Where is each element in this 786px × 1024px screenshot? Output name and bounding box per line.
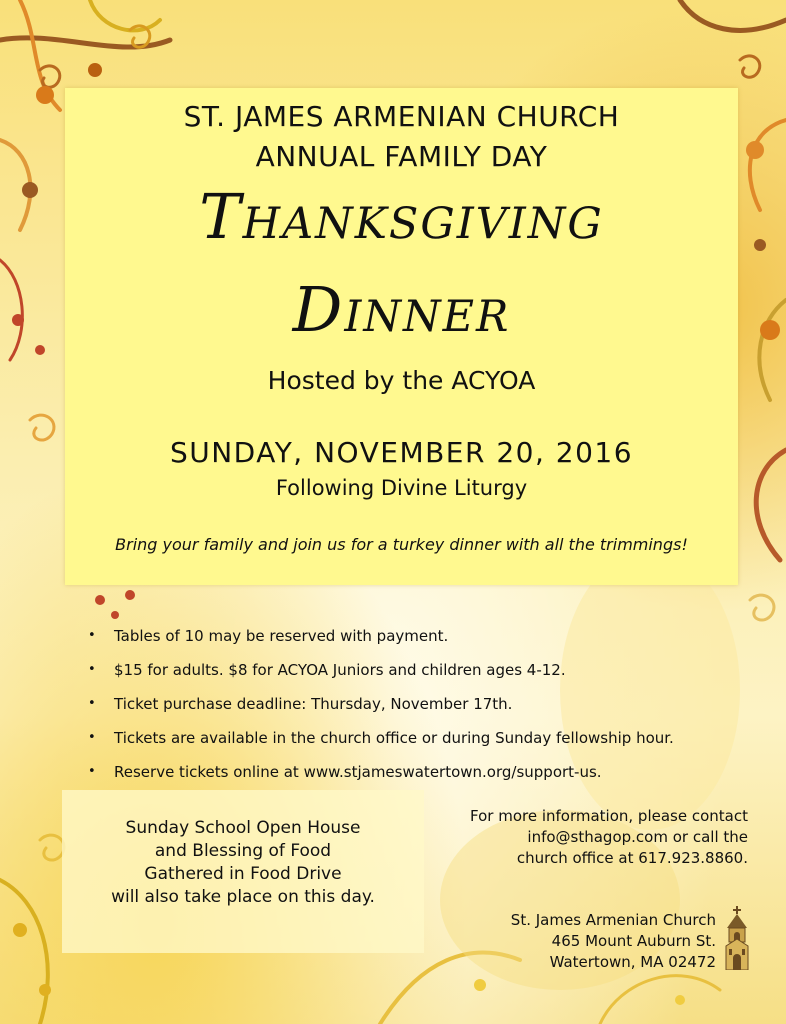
- list-item-text: Reserve tickets online at www.stjameswatertown.org/support-us.: [114, 763, 602, 781]
- ticket-details-list: [88, 626, 728, 796]
- host-line: Hosted by the ACYOA: [267, 366, 536, 395]
- contact-line: For more information, please contact: [470, 807, 748, 825]
- address-line: Watertown, MA 02472: [549, 953, 716, 971]
- list-item: [88, 728, 728, 756]
- list-item-text: Tickets are available in the church office or during Sunday fellowship hour.: [114, 729, 674, 747]
- additional-events-text: [62, 817, 424, 909]
- list-item: [88, 626, 728, 654]
- event-title-line-2: Dinner: [292, 273, 511, 346]
- address-line: 465 Mount Auburn St.: [551, 932, 716, 950]
- list-item: [88, 660, 728, 688]
- address-line: St. James Armenian Church: [510, 911, 716, 929]
- invitation-text: Bring your family and join us for a turkey dinner with all the trimmings!: [115, 535, 688, 554]
- event-date: SUNDAY, NOVEMBER 20, 2016: [169, 436, 634, 469]
- event-series-heading: ANNUAL FAMILY DAY: [255, 140, 548, 173]
- contact-line: info@sthagop.com or call the: [527, 828, 748, 846]
- church-building-icon: [724, 906, 750, 970]
- list-item: [88, 762, 728, 790]
- bullet-icon: •: [88, 730, 96, 745]
- event-title-line-1: Thanksgiving: [199, 180, 604, 253]
- note-line: Sunday School Open House: [125, 818, 361, 838]
- note-line: and Blessing of Food: [154, 841, 332, 861]
- note-line: will also take place on this day.: [111, 887, 375, 907]
- event-title-panel: [65, 88, 738, 585]
- bullet-icon: •: [88, 764, 96, 779]
- church-name-heading: ST. JAMES ARMENIAN CHURCH: [183, 100, 620, 133]
- event-time-note: Following Divine Liturgy: [275, 476, 528, 500]
- additional-events-box: [62, 790, 424, 953]
- church-address: [470, 910, 716, 973]
- contact-line: church office at 617.923.8860.: [516, 849, 748, 867]
- contact-info: [440, 806, 748, 869]
- list-item-text: Tables of 10 may be reserved with payment.: [114, 627, 449, 645]
- bullet-icon: •: [88, 662, 96, 677]
- list-item-text: $15 for adults. $8 for ACYOA Juniors and children ages 4-12.: [114, 661, 566, 679]
- list-item-text: Ticket purchase deadline: Thursday, November 17th.: [114, 695, 513, 713]
- bullet-icon: •: [88, 628, 96, 643]
- note-line: Gathered in Food Drive: [144, 864, 342, 884]
- list-item: [88, 694, 728, 722]
- bullet-icon: •: [88, 696, 96, 711]
